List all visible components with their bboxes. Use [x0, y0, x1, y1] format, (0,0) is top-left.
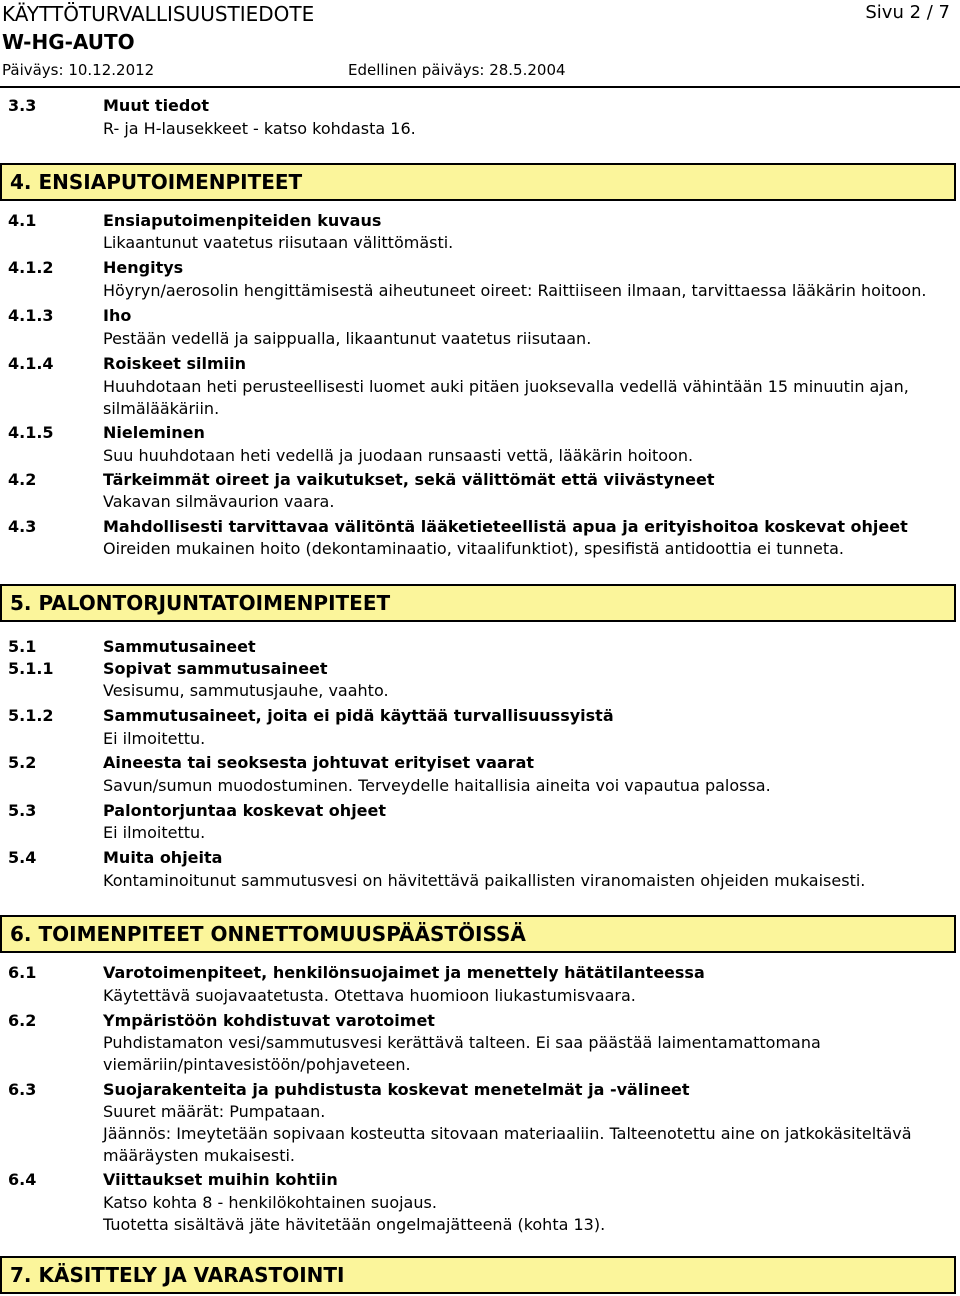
section-text: Likaantunut vaatetus riisutaan välittömästi. — [103, 233, 454, 252]
document-type: KÄYTTÖTURVALLISUUSTIEDOTE — [2, 2, 315, 26]
section-heading: Tärkeimmät oireet ja vaikutukset, sekä välittömät että viivästyneet — [103, 470, 715, 489]
page-number: Sivu 2 / 7 — [865, 2, 950, 23]
section-number: 5.4 — [8, 848, 37, 867]
section-number: 4.1.4 — [8, 354, 54, 373]
section-text: Höyryn/aerosolin hengittämisestä aiheutuneet oireet: Raittiiseen ilmaan, tarvittaessa lääkärin hoitoon. — [103, 281, 927, 300]
section-heading: Palontorjuntaa koskevat ohjeet — [103, 801, 387, 820]
section-heading: Aineesta tai seoksesta johtuvat erityiset vaarat — [103, 753, 535, 772]
section-text: Suuret määrät: Pumpataan. — [103, 1102, 326, 1121]
section-number: 4.2 — [8, 470, 37, 489]
previous-date: Edellinen päiväys: 28.5.2004 — [348, 61, 566, 79]
section-number: 5.3 — [8, 801, 37, 820]
section-heading: Muut tiedot — [103, 96, 209, 115]
section-text: viemäriin/pintavesistöön/pohjaveteen. — [103, 1055, 411, 1074]
section-heading: Sammutusaineet — [103, 637, 256, 656]
header-divider — [0, 86, 960, 88]
section-heading: Ympäristöön kohdistuvat varotoimet — [103, 1011, 435, 1030]
issue-date: Päiväys: 10.12.2012 — [2, 61, 155, 79]
section-text: Vakavan silmävaurion vaara. — [103, 492, 335, 511]
product-name: W-HG-AUTO — [2, 30, 135, 54]
section-number: 5.1 — [8, 637, 37, 656]
section-heading: Sopivat sammutusaineet — [103, 659, 328, 678]
section-number: 5.1.1 — [8, 659, 54, 678]
section-text: Oireiden mukainen hoito (dekontaminaatio, vitaalifunktiot), spesifistä antidoottia ei tunneta. — [103, 539, 844, 558]
section-text: Kontaminoitunut sammutusvesi on hävitettävä paikallisten viranomaisten ohjeiden mukaisesti. — [103, 871, 866, 890]
section-heading: Varotoimenpiteet, henkilönsuojaimet ja menettely hätätilanteessa — [103, 963, 705, 982]
section-text: silmälääkäriin. — [103, 399, 220, 418]
section-text: Tuotetta sisältävä jäte hävitetään ongelmajätteenä (kohta 13). — [103, 1215, 606, 1234]
section-number: 6.1 — [8, 963, 37, 982]
section-text: Pestään vedellä ja saippualla, likaantunut vaatetus riisutaan. — [103, 329, 592, 348]
section-number: 5.2 — [8, 753, 37, 772]
section-text: Ei ilmoitettu. — [103, 729, 206, 748]
section-number: 6.4 — [8, 1170, 37, 1189]
section-number: 4.1.3 — [8, 306, 54, 325]
section-heading: Viittaukset muihin kohtiin — [103, 1170, 338, 1189]
section-heading: Muita ohjeita — [103, 848, 223, 867]
section-number: 4.1.2 — [8, 258, 54, 277]
section-number: 6.3 — [8, 1080, 37, 1099]
section-heading: Iho — [103, 306, 132, 325]
section-7-header: 7. KÄSITTELY JA VARASTOINTI — [0, 1256, 956, 1294]
section-number: 4.1 — [8, 211, 37, 230]
section-text: Huuhdotaan heti perusteellisesti luomet auki pitäen juoksevalla vedellä vähintään 15 minuutin ajan, — [103, 377, 909, 396]
section-text: Vesisumu, sammutusjauhe, vaahto. — [103, 681, 389, 700]
section-text: Savun/sumun muodostuminen. Terveydelle haitallisia aineita voi vapautua palossa. — [103, 776, 771, 795]
section-number: 4.3 — [8, 517, 37, 536]
section-heading: Mahdollisesti tarvittavaa välitöntä lääketieteellistä apua ja erityishoitoa koskevat ohjeet — [103, 517, 908, 536]
section-4-header: 4. ENSIAPUTOIMENPITEET — [0, 163, 956, 201]
section-number: 3.3 — [8, 96, 37, 115]
section-text: Suu huuhdotaan heti vedellä ja juodaan runsaasti vettä, lääkärin hoitoon. — [103, 446, 694, 465]
section-number: 5.1.2 — [8, 706, 54, 725]
section-text: Katso kohta 8 - henkilökohtainen suojaus. — [103, 1193, 437, 1212]
section-heading: Suojarakenteita ja puhdistusta koskevat menetelmät ja -välineet — [103, 1080, 690, 1099]
section-heading: Ensiaputoimenpiteiden kuvaus — [103, 211, 382, 230]
section-number: 6.2 — [8, 1011, 37, 1030]
section-text: Puhdistamaton vesi/sammutusvesi kerättävä talteen. Ei saa päästää laimentamattomana — [103, 1033, 821, 1052]
section-heading: Roiskeet silmiin — [103, 354, 246, 373]
section-text: Jäännös: Imeytetään sopivaan kosteutta sitovaan materiaaliin. Talteenotettu aine on jatkokäsiteltävä — [103, 1124, 912, 1143]
section-heading: Nieleminen — [103, 423, 205, 442]
section-5-header: 5. PALONTORJUNTATOIMENPITEET — [0, 584, 956, 622]
section-heading: Sammutusaineet, joita ei pidä käyttää turvallisuussyistä — [103, 706, 614, 725]
section-text: määräysten mukaisesti. — [103, 1146, 296, 1165]
section-text: Ei ilmoitettu. — [103, 823, 206, 842]
section-number: 4.1.5 — [8, 423, 54, 442]
section-heading: Hengitys — [103, 258, 184, 277]
section-text: Käytettävä suojavaatetusta. Otettava huomioon liukastumisvaara. — [103, 986, 636, 1005]
section-text: R- ja H-lausekkeet - katso kohdasta 16. — [103, 119, 416, 138]
section-6-header: 6. TOIMENPITEET ONNETTOMUUSPÄÄSTÖISSÄ — [0, 915, 956, 953]
